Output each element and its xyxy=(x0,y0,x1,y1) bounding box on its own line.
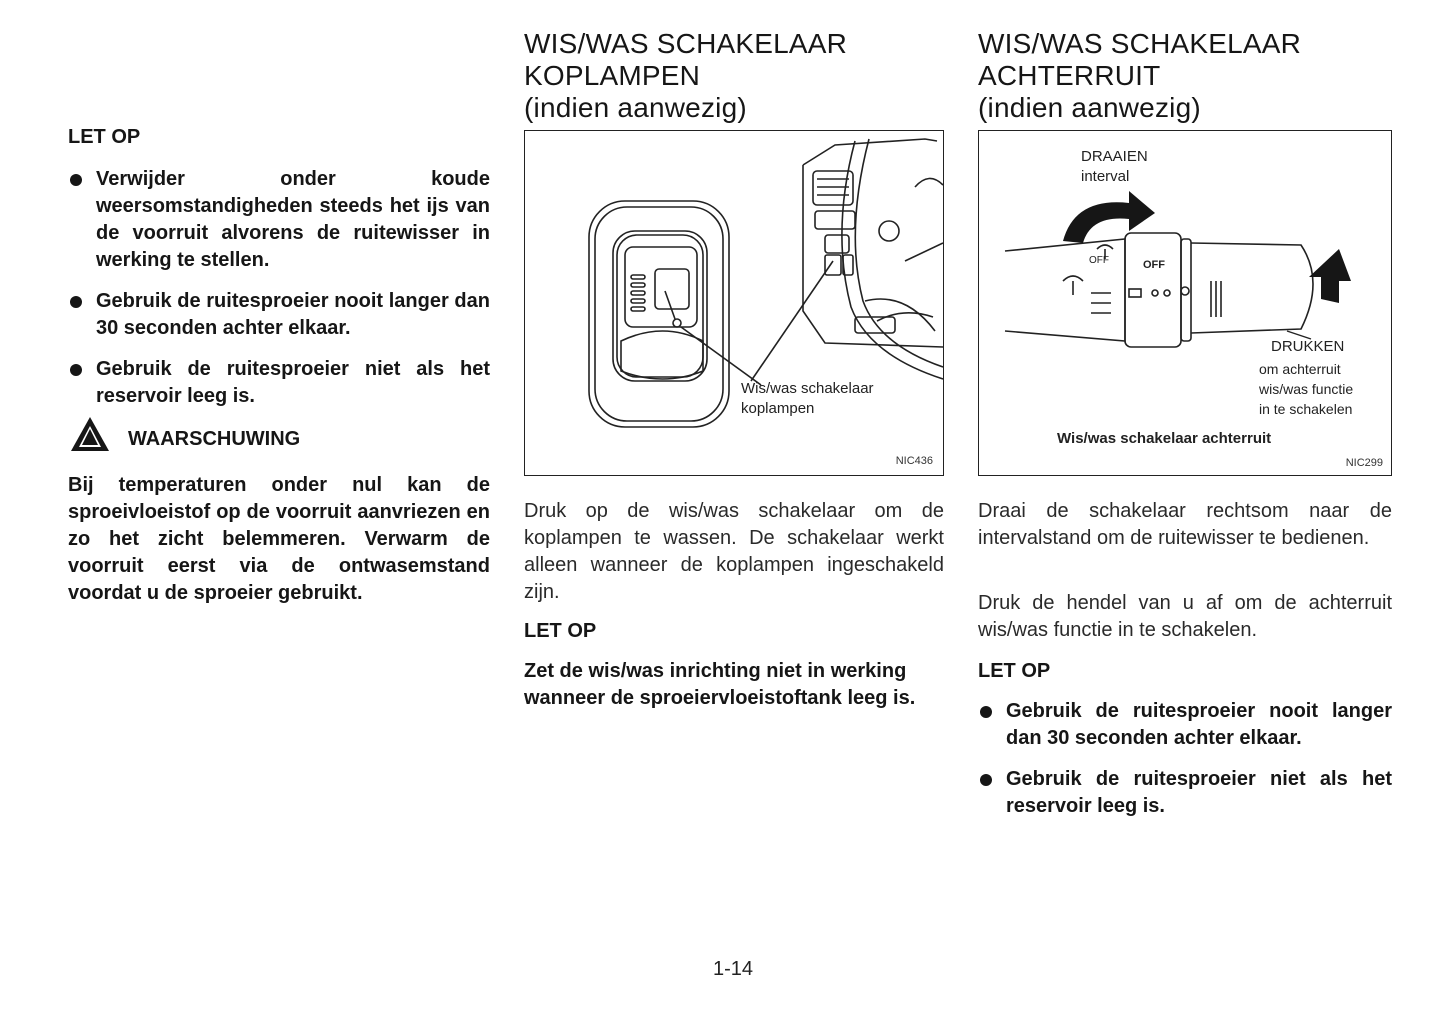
headlamp-switch-illustration xyxy=(525,131,943,475)
warning-header xyxy=(70,416,300,452)
push-desc-line: in te schakelen xyxy=(1259,401,1353,417)
caution-item: Gebruik de ruitesproeier niet als het reservoir leeg is. xyxy=(978,766,1392,820)
caution-item: Verwijder onder koude weersomstandigheden steeds het ijs van de voorruit alvorens de ruitewisser in werking te stellen. xyxy=(68,166,490,274)
body-text: Druk op de wis/was schakelaar om de koplampen te wassen. De schakelaar werkt alleen wanneer de koplampen ingeschakeld zijn. xyxy=(524,500,944,603)
heading-line: ACHTERRUIT xyxy=(978,60,1161,91)
figure-code: NIC436 xyxy=(895,455,933,467)
caution-text: Zet de wis/was inrichting niet in werking wanneer de sproeiervloeistoftank leeg is. xyxy=(524,660,916,709)
figure-code: NIC299 xyxy=(1345,457,1383,469)
rear-wiper-figure xyxy=(978,130,1392,476)
caution-list xyxy=(68,166,490,410)
figure-label: koplampen xyxy=(741,400,815,417)
figure-label: Wis/was schakelaar xyxy=(741,380,874,397)
caution-list xyxy=(978,698,1392,820)
heading-line: WIS/WAS SCHAKELAAR xyxy=(524,28,848,59)
rear-wiper-switch-illustration xyxy=(979,131,1391,475)
heading-line: KOPLAMPEN xyxy=(524,60,701,91)
figure-caption: Wis/was schakelaar achterruit xyxy=(1057,430,1272,447)
heading-line: WIS/WAS SCHAKELAAR xyxy=(978,28,1302,59)
warning-triangle-icon xyxy=(70,416,110,452)
warning-title: WAARSCHUWING xyxy=(128,427,301,450)
heading-subtitle: (indien aanwezig) xyxy=(524,92,747,123)
caution-item: Gebruik de ruitesproeier nooit langer dan 30 seconden achter elkaar. xyxy=(978,698,1392,752)
caution-title: LET OP xyxy=(978,660,1051,682)
caution-title: LET OP xyxy=(68,126,141,148)
headlamp-washer-figure xyxy=(524,130,944,476)
body-text: Druk de hendel van u af om de achterruit wis/was functie in te schakelen. xyxy=(978,592,1392,641)
section-heading xyxy=(524,28,847,124)
heading-subtitle: (indien aanwezig) xyxy=(978,92,1201,123)
section-heading xyxy=(978,28,1301,124)
rotate-label: DRAAIEN xyxy=(1081,148,1148,165)
push-desc-line: wis/was functie xyxy=(1259,381,1354,397)
caution-title: LET OP xyxy=(524,620,597,642)
page-number: 1-14 xyxy=(713,958,754,980)
off-small-label: OFF xyxy=(1089,255,1109,266)
off-knob-label: OFF xyxy=(1143,259,1165,271)
push-desc-line: om achterruit xyxy=(1259,361,1341,377)
interval-label: interval xyxy=(1081,168,1130,185)
warning-text: Bij temperaturen onder nul kan de sproeivloeistof op de voorruit aanvriezen en zo het zicht belemmeren. Verwarm de voorruit eerst via de ontwasemstand voordat u de sproeier gebruikt. xyxy=(68,474,490,604)
caution-item: Gebruik de ruitesproeier niet als het reservoir leeg is. xyxy=(68,356,490,410)
push-label: DRUKKEN xyxy=(1271,338,1345,355)
body-text: Draai de schakelaar rechtsom naar de intervalstand om de ruitewisser te bedienen. xyxy=(978,500,1392,549)
caution-item: Gebruik de ruitesproeier nooit langer dan 30 seconden achter elkaar. xyxy=(68,288,490,342)
